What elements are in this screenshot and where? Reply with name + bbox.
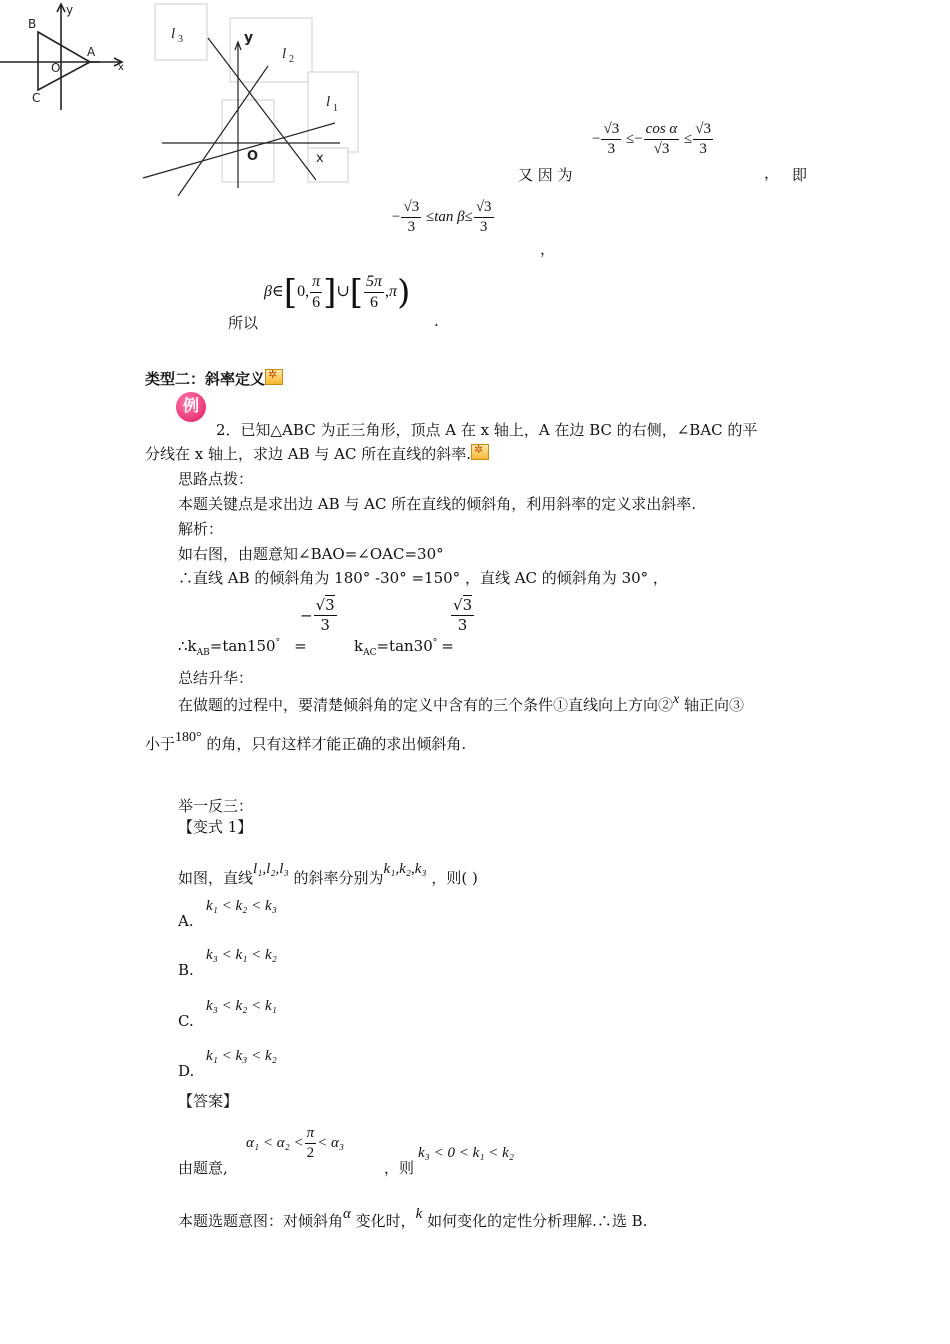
- section-heading: 类型二：斜率定义✲: [145, 368, 283, 389]
- label-b: B: [28, 17, 37, 31]
- inequality-cos: − $\frac{√3}{3}$ ≤− $\frac{\text{cos α}}{√3}$ ≤ $\frac{√3}{3}$: [592, 121, 711, 157]
- extend-label: 举一反三：: [178, 797, 254, 815]
- summary-line-1: 在做题的过程中，要清楚倾斜角的定义中含有的三个条件①直线向上方向②x 轴正向③: [178, 692, 745, 714]
- answer-k: k₃ < 0 < k₁ < k₂: [418, 1145, 514, 1161]
- summary-label: 总结升华：: [178, 669, 254, 687]
- comma: ，: [764, 164, 780, 182]
- option-c[interactable]: C.: [178, 1012, 194, 1030]
- example-badge: 例: [176, 392, 206, 422]
- thinking-text: 本题关键点是求出边 AB 与 AC 所在直线的倾斜角，利用斜率的定义求出斜率.: [178, 495, 697, 513]
- variant-question: 如图，直线l₁,l₂,l₃ 的斜率分别为k₁,k₂,k₃ ，则( ): [178, 861, 478, 887]
- beta-set: β∈[0, $\frac{\pi}{6}$ ]∪[ $\frac{5\pi}{6}$ ,π): [264, 272, 411, 313]
- fraction-sqrt3-3: $\frac{√3}{3}$: [453, 596, 473, 634]
- option-a-expr: k₁ < k₂ < k₃: [206, 898, 277, 914]
- note-icon[interactable]: [471, 444, 489, 460]
- option-b-expr: k₃ < k₁ < k₂: [206, 947, 277, 963]
- label-l2: l: [282, 46, 287, 62]
- note-icon[interactable]: [265, 369, 283, 385]
- variant-label: 【变式 1】: [178, 818, 253, 836]
- fraction-neg-sqrt3-3: − $\frac{√3}{3}$: [300, 596, 335, 634]
- label-l2-sub: 2: [289, 54, 294, 65]
- option-d[interactable]: D.: [178, 1062, 195, 1080]
- solution-label: 解析：: [178, 520, 224, 538]
- lines-figure: [140, 0, 365, 200]
- because-text: 又 因 为: [518, 166, 573, 184]
- label-l1: l: [326, 94, 331, 110]
- option-c-expr: k₃ < k₂ < k₁: [206, 998, 277, 1014]
- answer-line: 由题意,: [178, 1159, 228, 1177]
- solution-line-1: 如右图，由题意知∠BAO=∠OAC=30°: [178, 545, 444, 563]
- comma: ，: [540, 240, 556, 258]
- option-d-expr: k₁ < k₃ < k₂: [206, 1048, 277, 1064]
- answer-then: ，则: [384, 1159, 415, 1177]
- label-c: C: [32, 91, 41, 105]
- question-line-1: 2．已知△ABC 为正三角形，顶点 A 在 x 轴上，A 在边 BC 的右侧，∠BAC 的平: [216, 421, 758, 439]
- answer-alpha: α₁ < α₂ < $\frac{\pi}{2}$ < α₃: [246, 1125, 345, 1161]
- label-l3: l: [171, 26, 176, 42]
- thinking-label: 思路点拨：: [178, 470, 254, 488]
- answer-label: 【答案】: [178, 1092, 239, 1110]
- intent-line: 本题选题意图：对倾斜角α 变化时，k 如何变化的定性分析理解.∴选 B.: [178, 1206, 648, 1230]
- label-y: y: [66, 3, 74, 17]
- triangle-figure: [0, 0, 135, 115]
- ji-text: 即: [792, 166, 808, 184]
- label-l1-sub: 1: [333, 103, 338, 114]
- label-x: x: [316, 151, 324, 166]
- option-a[interactable]: A.: [178, 912, 194, 930]
- solution-line-2: ∴直线 AB 的倾斜角为 180° -30° =150° ，直线 AC 的倾斜角为 30° ，: [178, 569, 668, 587]
- label-a: A: [87, 45, 96, 59]
- label-o: O: [51, 61, 61, 75]
- suoyi-text: 所以: [228, 314, 259, 332]
- period: .: [434, 312, 439, 330]
- inequality-tan: − $\frac{√3}{3}$ ≤tan β≤ $\frac{√3}{3}$: [392, 199, 492, 235]
- label-o: O: [247, 149, 259, 164]
- slope-ab: $\therefore k_{AB}=\tan 150^\circ$ =: [178, 637, 307, 658]
- label-y: y: [244, 30, 254, 46]
- label-l3-sub: 3: [178, 34, 183, 45]
- triangle-abc: [38, 32, 90, 90]
- slope-ac: $k_{AC}=\tan 30^\circ$ =: [354, 637, 454, 658]
- question-line-2: 分线在 x 轴上，求边 AB 与 AC 所在直线的斜率.✲: [145, 443, 489, 464]
- label-x: x: [118, 62, 124, 73]
- option-b[interactable]: B.: [178, 961, 194, 979]
- summary-line-2: 小于180° 的角，只有这样才能正确的求出倾斜角.: [145, 730, 467, 753]
